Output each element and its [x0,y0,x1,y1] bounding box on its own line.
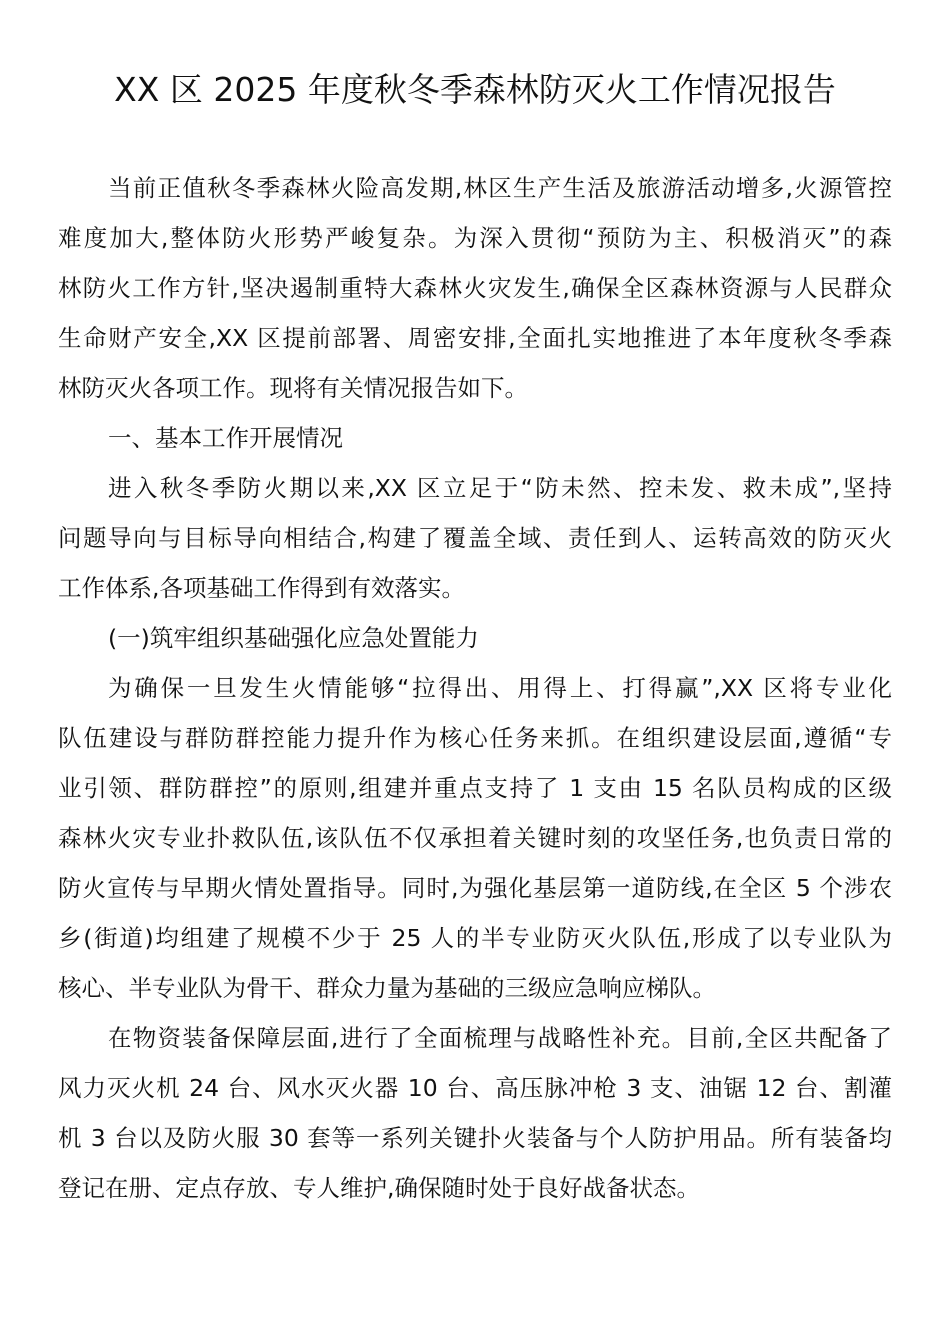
text-line: 难度加大,整体防火形势严峻复杂。为深入贯彻“预防为主、积极消灭”的森 [58,224,892,252]
text-line: 登记在册、定点存放、专人维护,确保随时处于良好战备状态。 [58,1174,700,1202]
text-line: 当前正值秋冬季森林火险高发期,林区生产生活及旅游活动增多,火源管控 [108,174,892,202]
text-line: 进入秋冬季防火期以来,XX 区立足于“防未然、控未发、救未成”,坚持 [108,474,892,502]
text-line: 核心、半专业队为骨干、群众力量为基础的三级应急响应梯队。 [58,974,716,1002]
heading-line: (一)筑牢组织基础强化应急处置能力 [108,624,479,652]
document-body [58,168,892,1218]
text-line: 为确保一旦发生火情能够“拉得出、用得上、打得赢”,XX 区将专业化 [108,674,892,702]
text-line: 乡(街道)均组建了规模不少于 25 人的半专业防灭火队伍,形成了以专业队为 [58,924,892,952]
text-line: 风力灭火机 24 台、风水灭火器 10 台、高压脉冲枪 3 支、油锯 12 台、割灌 [58,1074,892,1102]
text-line: 业引领、群防群控”的原则,组建并重点支持了 1 支由 15 名队员构成的区级 [58,774,892,802]
document-title: XX 区 2025 年度秋冬季森林防灭火工作情况报告 [114,70,836,109]
text-line: 森林火灾专业扑救队伍,该队伍不仅承担着关键时刻的攻坚任务,也负责日常的 [58,824,892,852]
text-line: 队伍建设与群防群控能力提升作为核心任务来抓。在组织建设层面,遵循“专 [58,724,892,752]
text-line: 林防灭火各项工作。现将有关情况报告如下。 [58,374,528,402]
text-line: 在物资装备保障层面,进行了全面梳理与战略性补充。目前,全区共配备了 [108,1024,892,1052]
heading-line: 一、基本工作开展情况 [108,424,343,452]
text-line: 林防火工作方针,坚决遏制重特大森林火灾发生,确保全区森林资源与人民群众 [58,274,892,302]
section-heading-basic-work [58,418,892,468]
text-line: 工作体系,各项基础工作得到有效落实。 [58,574,465,602]
text-line: 生命财产安全,XX 区提前部署、周密安排,全面扎实地推进了本年度秋冬季森 [58,324,892,352]
paragraph-overview [58,468,892,618]
text-line: 问题导向与目标导向相结合,构建了覆盖全域、责任到人、运转高效的防灭火 [58,524,892,552]
paragraph-team-building [58,668,892,1018]
subsection-heading-organization [58,618,892,668]
paragraph-intro [58,168,892,418]
paragraph-equipment [58,1018,892,1218]
text-line: 防火宣传与早期火情处置指导。同时,为强化基层第一道防线,在全区 5 个涉农 [58,874,892,902]
text-line: 机 3 台以及防火服 30 套等一系列关键扑火装备与个人防护用品。所有装备均 [58,1124,892,1152]
